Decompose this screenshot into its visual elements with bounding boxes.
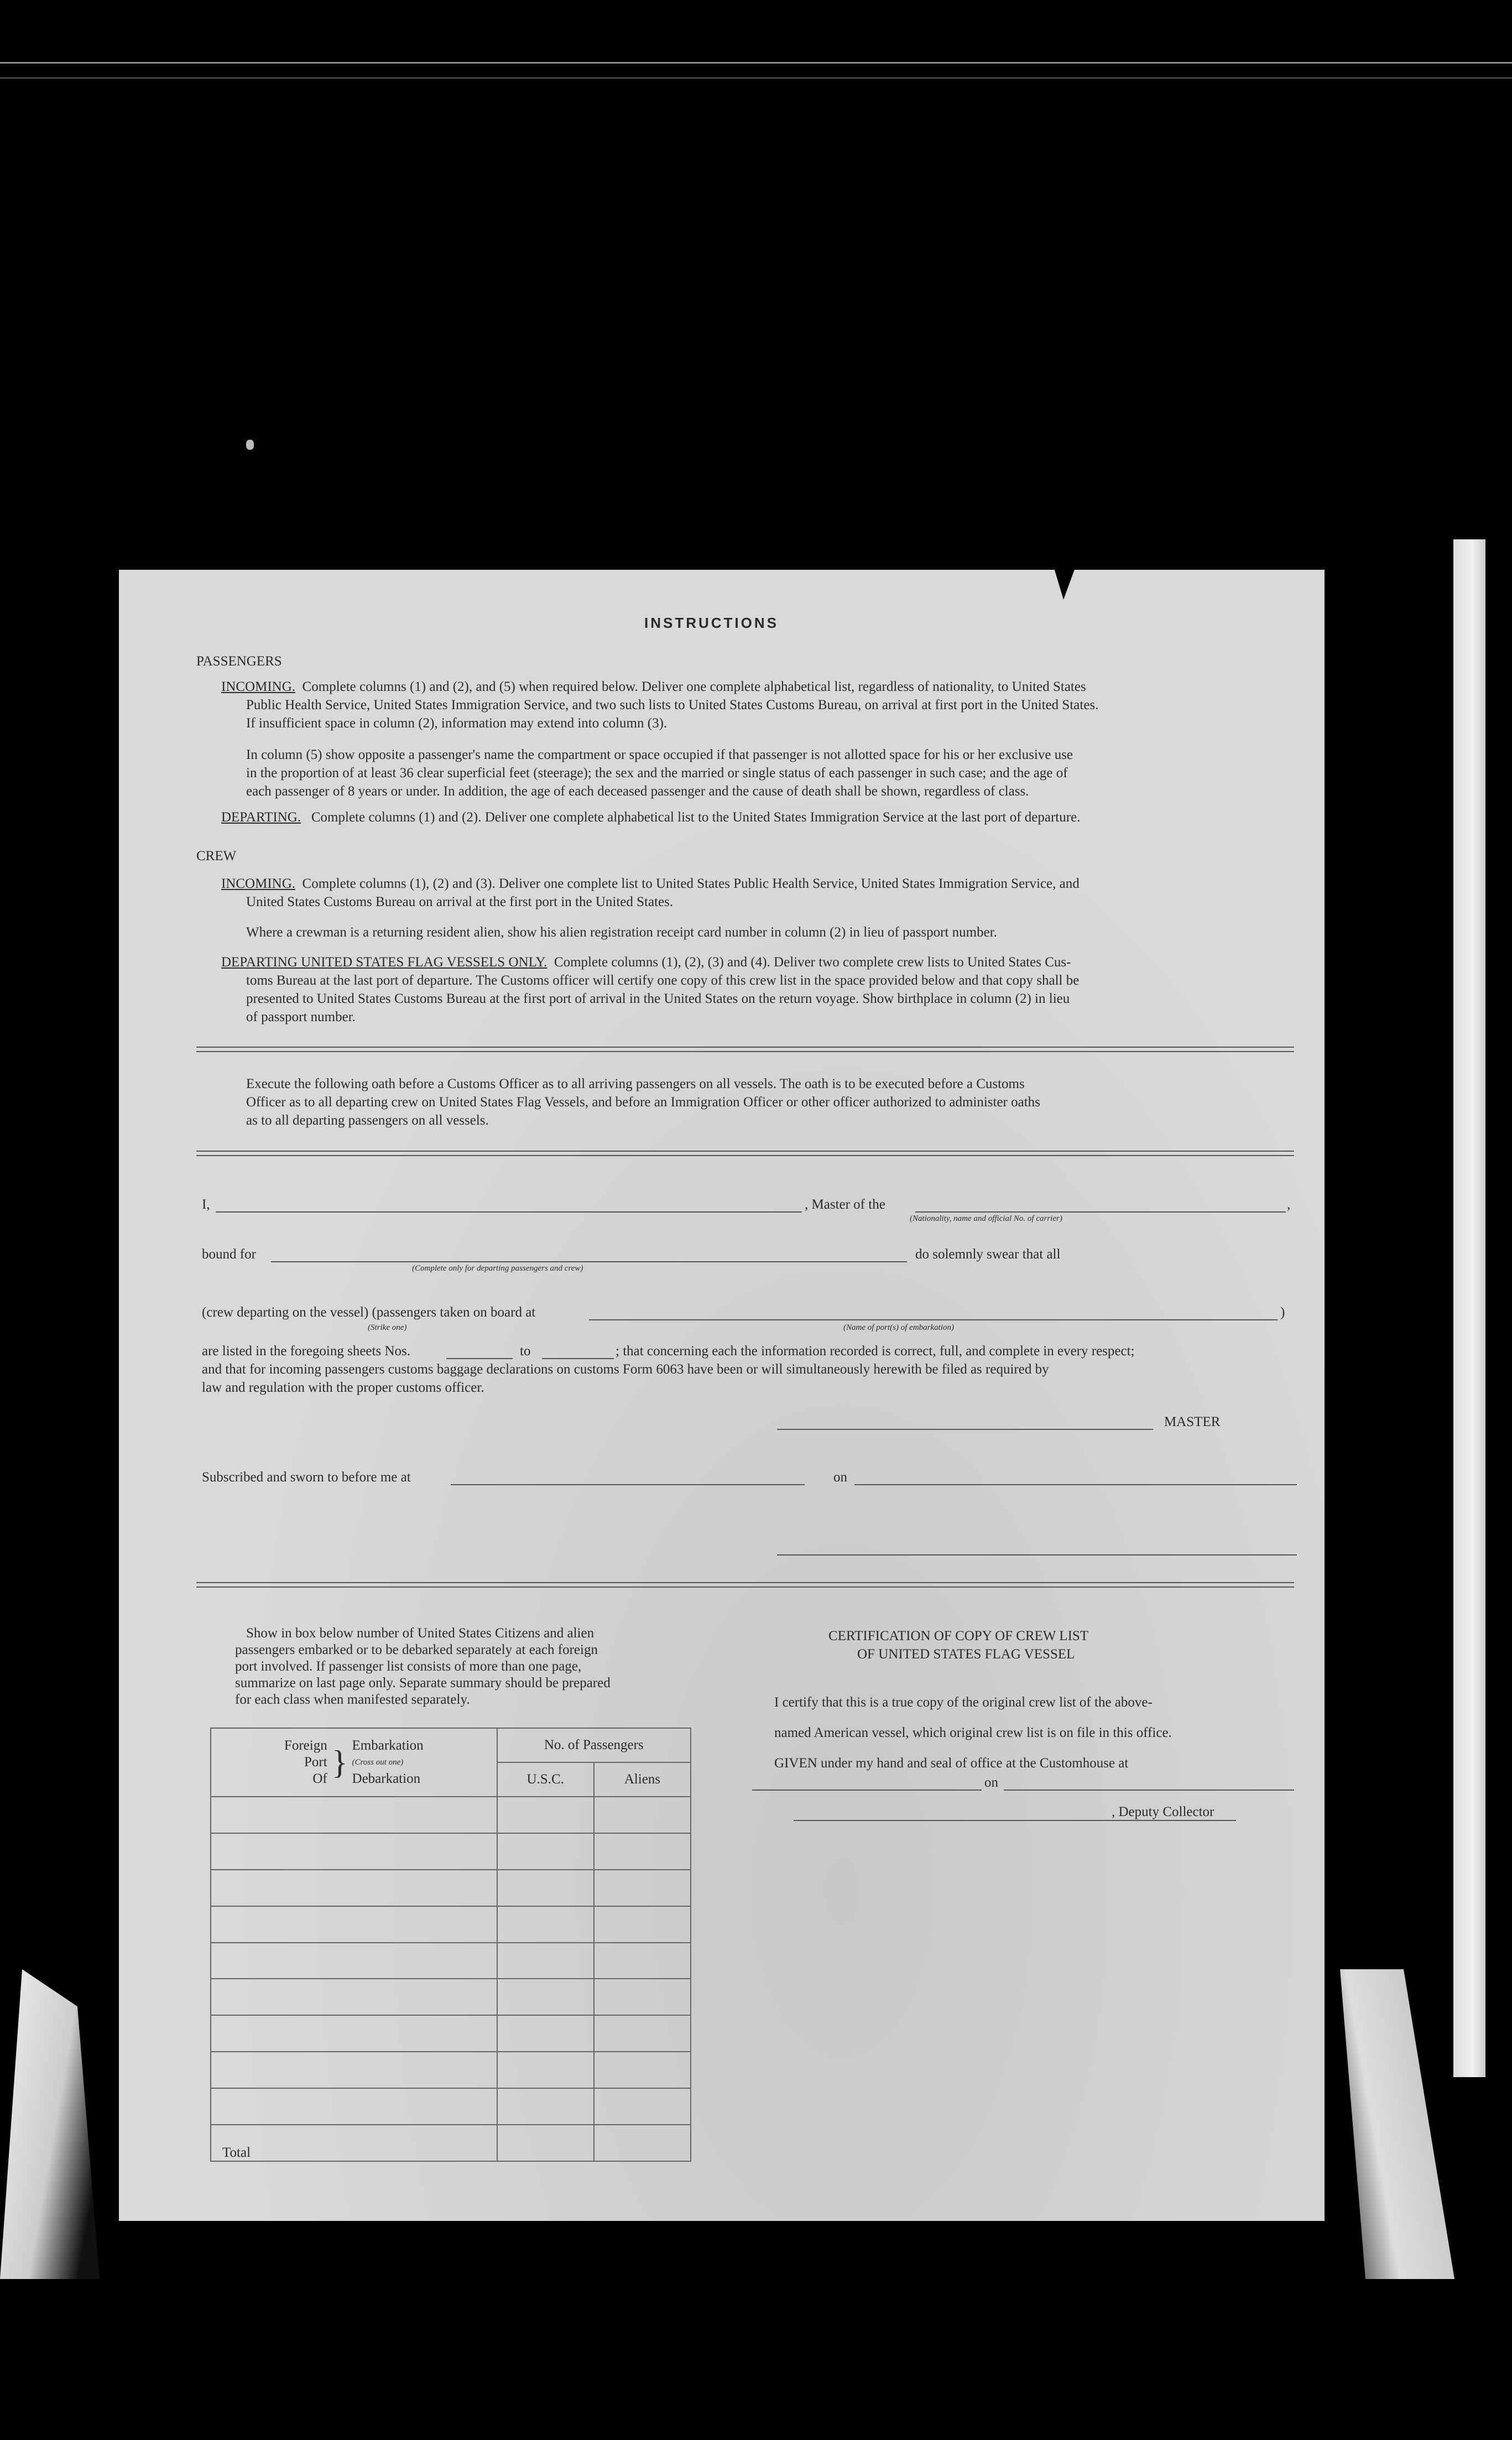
usc-header: U.S.C. [497, 1762, 594, 1797]
summary-line2: passengers embarked or to be debarked separately at each foreign [235, 1642, 598, 1657]
table-row [211, 2015, 691, 2052]
crew-heading: CREW [196, 849, 237, 863]
listed-sheets-text: are listed in the foregoing sheets Nos. [202, 1344, 410, 1359]
crew-departing-line4: of passport number. [246, 1010, 356, 1024]
table-row [211, 1943, 691, 1979]
certification-line1: I certify that this is a true copy of the original crew list of the above- [774, 1695, 1153, 1710]
subscribed-place-field[interactable] [451, 1484, 805, 1485]
scan-line [0, 77, 1512, 79]
summary-line3: port involved. If passenger list consists of more than one page, [235, 1659, 582, 1674]
passengers-incoming-line3: If insufficient space in column (2), information may extend into column (3). [246, 716, 668, 731]
port-header: Foreign Port Of } Embarkation (Cross out one) Debarkation [211, 1728, 497, 1797]
passenger-summary-table [210, 1728, 691, 2162]
page-title: INSTRUCTIONS [644, 615, 779, 631]
certification-line3: GIVEN under my hand and seal of office at the Customhouse at [774, 1756, 1129, 1771]
column5-line3: each passenger of 8 years or under. In addition, the age of each deceased passenger and the cause of death shall be shown, regardless of class. [246, 784, 1029, 799]
scan-line [0, 62, 1512, 64]
subscribed-label: Subscribed and sworn to before me at [202, 1470, 411, 1485]
table-row [211, 1833, 691, 1870]
passengers-incoming-line2: Public Health Service, United States Immigration Service, and two such lists to United States Customs Bureau, on arrival at first port in the United States. [246, 698, 1099, 712]
strike-caption: (Strike one) [368, 1323, 407, 1332]
torn-notch [1054, 566, 1076, 600]
total-aliens-cell[interactable] [594, 2125, 691, 2161]
passengers-incoming-label: INCOMING. [221, 679, 296, 694]
crew-incoming-line1: INCOMING. Complete columns (1), (2) and (3). Deliver one complete list to United States Public Health Service, United States Immigration Service, and [221, 876, 1080, 891]
passengers-incoming-line1: INCOMING. Complete columns (1) and (2), and (5) when required below. Deliver one complete alphabetical list, regardless of nationality, to United States [221, 679, 1086, 694]
certification-date-field[interactable] [1004, 1789, 1294, 1791]
crew-departing-line3: presented to United States Customs Bureau at the first port of arrival in the United States on the return voyage. Show birthplace in column (2) in lieu [246, 991, 1070, 1006]
crew-incoming-line2: United States Customs Bureau on arrival at the first port in the United States. [246, 894, 674, 909]
table-row [211, 1797, 691, 1833]
embarkation-port-field[interactable] [589, 1319, 1278, 1320]
table-row [211, 1979, 691, 2015]
oath-instruction-line1: Execute the following oath before a Customs Officer as to all arriving passengers on all vessels. The oath is to be executed before a Customs [246, 1076, 1025, 1091]
bound-for-field[interactable] [271, 1261, 907, 1262]
bound-for-label: bound for [202, 1247, 256, 1262]
instructions-page: INSTRUCTIONS PASSENGERS INCOMING. Complete columns (1) and (2), and (5) when required below. Deliver one complete alphabetical list, regardless of nationality, to United States Public Health Service, United States Immigration Service, and two such lists to United States Customs Bureau, on arrival at first port in the United States. If insufficient space in column (2), information may extend into column (3). In column (5) show opposite a passenger's name the compartment or space occupied if that passenger is not allotted space for his or her exclusive use in the proportion of at least 36 clear superficial feet (steerage); the sex and the married or single status of each passenger in such case; and the age of each passenger of 8 years or under. In addition, the age of each deceased passenger and the cause of death shall be shown, regardless of class. DEPARTING. Complete columns (1) and (2). Deliver one complete alphabetical list to the United States Immigration Service at the last port of departure. CREW INCOMING. Complete columns (1), (2) and (3). Deliver one complete list to United States Public Health Service, United States Immigration Service, and United States Customs Bureau on arrival at the first port in the United States. Where a crewman is a returning resident alien, show his alien registration receipt card number in column (2) in lieu of passport number. DEPARTING UNITED STATES FLAG VESSELS ONLY. Complete columns (1), (2), (3) and (4). Deliver two complete crew lists to United States Cus- toms Bureau at the last port of departure. The Customs officer will certify one copy of this crew list in the space provided below and that copy shall be presented to United States Customs Bureau at the first port of arrival in the United States on the return voyage. Show birthplace in column (2) in lieu of passport number. Execute the following oath before a Customs Officer as to all arriving passengers on all vessels. The oath is to be executed before a Customs Officer as to all departing crew on United States Flag Vessels, and before an Immigration Officer or other officer authorized to administer oaths as to all departing passengers on all vessels. I, , Master of the , (Nationality, name and official No. of carrier) bound for (Complete only for departing passengers and crew) do solemnly swear that all (crew departing on the vessel) (passengers taken on board at ) (Strike one) (Name of port(s) of embarkation) are listed in the foregoing sheets Nos. to ; that concerning each the information recorded is correct, full, and complete in every respect; and that for incoming passengers customs baggage declarations on customs Form 6063 have been or will simultaneously herewith be filed as required by law and regulation with the proper customs officer. MASTER Subscribed and sworn to before me at on Show in box below number of United States Citizens and alien passengers embarked or to be debarked separately at each foreign port involved. If passenger list consists of more than one page, summarize on last page only. Separate summary should be prepared for each class when manifested separately. Foreign Port Of } Embarkation (Cross out one) Debarkation No. of Passengers U.S.C. Aliens Total CERTIFICATION OF COPY OF CREW LIST OF UNITED STATES FLAG VESSEL I certify that this is a true copy of the original crew list of the above- named American vessel, which original crew list is on file in this office. GIVEN under my hand and seal of office at the Customhouse at on , Deputy Collector [119, 570, 1325, 2221]
section-divider [196, 1151, 1294, 1156]
summary-line4: summarize on last page only. Separate summary should be prepared [235, 1676, 611, 1690]
crew-resident-text: Where a crewman is a returning resident alien, show his alien registration receipt card number in column (2) in lieu of passport number. [246, 925, 997, 940]
total-label: Total [211, 2125, 497, 2161]
section-divider [196, 1582, 1294, 1588]
certification-title-2: OF UNITED STATES FLAG VESSEL [857, 1647, 1075, 1662]
sheet-to-field[interactable] [542, 1358, 614, 1359]
crew-departing-line1: DEPARTING UNITED STATES FLAG VESSELS ONLY. Complete columns (1), (2), (3) and (4). Deliver two complete crew lists to United States Cus- [221, 955, 1071, 970]
oath-i-label: I, [202, 1197, 210, 1212]
page-curl-left [0, 1969, 111, 2279]
table-row [211, 2052, 691, 2088]
bound-caption: (Complete only for departing passengers and crew) [412, 1264, 583, 1273]
certification-title-1: CERTIFICATION OF COPY OF CREW LIST [828, 1629, 1089, 1643]
table-row [211, 2088, 691, 2125]
passengers-heading: PASSENGERS [196, 654, 282, 669]
passengers-departing-label: DEPARTING. [221, 810, 301, 825]
deputy-collector-label: , Deputy Collector [1112, 1804, 1214, 1819]
listed-line2: and that for incoming passengers customs baggage declarations on customs Form 6063 have been or will simultaneously herewith be filed as required by [202, 1362, 1049, 1377]
column5-line1: In column (5) show opposite a passenger's name the compartment or space occupied if that passenger is not allotted space for his or her exclusive use [246, 747, 1073, 762]
ports-caption: (Name of port(s) of embarkation) [843, 1323, 954, 1332]
sheet-from-field[interactable] [446, 1358, 513, 1359]
swear-text: do solemnly swear that all [915, 1247, 1061, 1262]
customhouse-field[interactable] [752, 1789, 982, 1791]
crew-incoming-label: INCOMING. [221, 876, 296, 891]
table-row [211, 1906, 691, 1943]
summary-line1: Show in box below number of United States Citizens and alien [246, 1626, 595, 1641]
master-of-label: , Master of the [805, 1197, 885, 1212]
oath-instruction-line2: Officer as to all departing crew on United States Flag Vessels, and before an Immigration Officer or other officer authorized to administer oaths [246, 1095, 1040, 1110]
table-row [211, 1870, 691, 1906]
total-row [211, 2125, 691, 2161]
subscribed-date-field[interactable] [854, 1484, 1297, 1485]
officer-signature-field[interactable] [777, 1554, 1297, 1555]
certification-line2: named American vessel, which original crew list is on file in this office. [774, 1725, 1172, 1740]
section-divider [196, 1047, 1294, 1052]
nationality-caption: (Nationality, name and official No. of carrier) [910, 1214, 1062, 1223]
column5-line2: in the proportion of at least 36 clear superficial feet (steerage); the sex and the married or single status of each passenger in such case; and the age of [246, 766, 1068, 781]
oath-instruction-line3: as to all departing passengers on all vessels. [246, 1113, 489, 1128]
master-signature-field[interactable] [777, 1429, 1153, 1430]
total-usc-cell[interactable] [497, 2125, 594, 2161]
listed-line3: law and regulation with the proper customs officer. [202, 1380, 484, 1395]
adjacent-page-edge [1453, 539, 1485, 2077]
crew-departing-line2: toms Bureau at the last port of departure. The Customs officer will certify one copy of this crew list in the space provided below and that copy shall be [246, 973, 1080, 988]
summary-line5: for each class when manifested separately. [235, 1692, 470, 1707]
page-curl-right [1327, 1969, 1454, 2279]
master-name-field[interactable] [216, 1211, 802, 1213]
crew-passengers-text: (crew departing on the vessel) (passengers taken on board at [202, 1305, 536, 1320]
vessel-field[interactable] [915, 1211, 1286, 1213]
aliens-header: Aliens [594, 1762, 691, 1797]
master-label: MASTER [1164, 1414, 1221, 1429]
no-passengers-header: No. of Passengers [497, 1728, 691, 1762]
dust-speck [246, 440, 254, 450]
crew-departing-label: DEPARTING UNITED STATES FLAG VESSELS ONLY. [221, 955, 548, 970]
passengers-departing: DEPARTING. Complete columns (1) and (2). Deliver one complete alphabetical list to the United States Immigration Service at the last port of departure. [221, 810, 1081, 825]
